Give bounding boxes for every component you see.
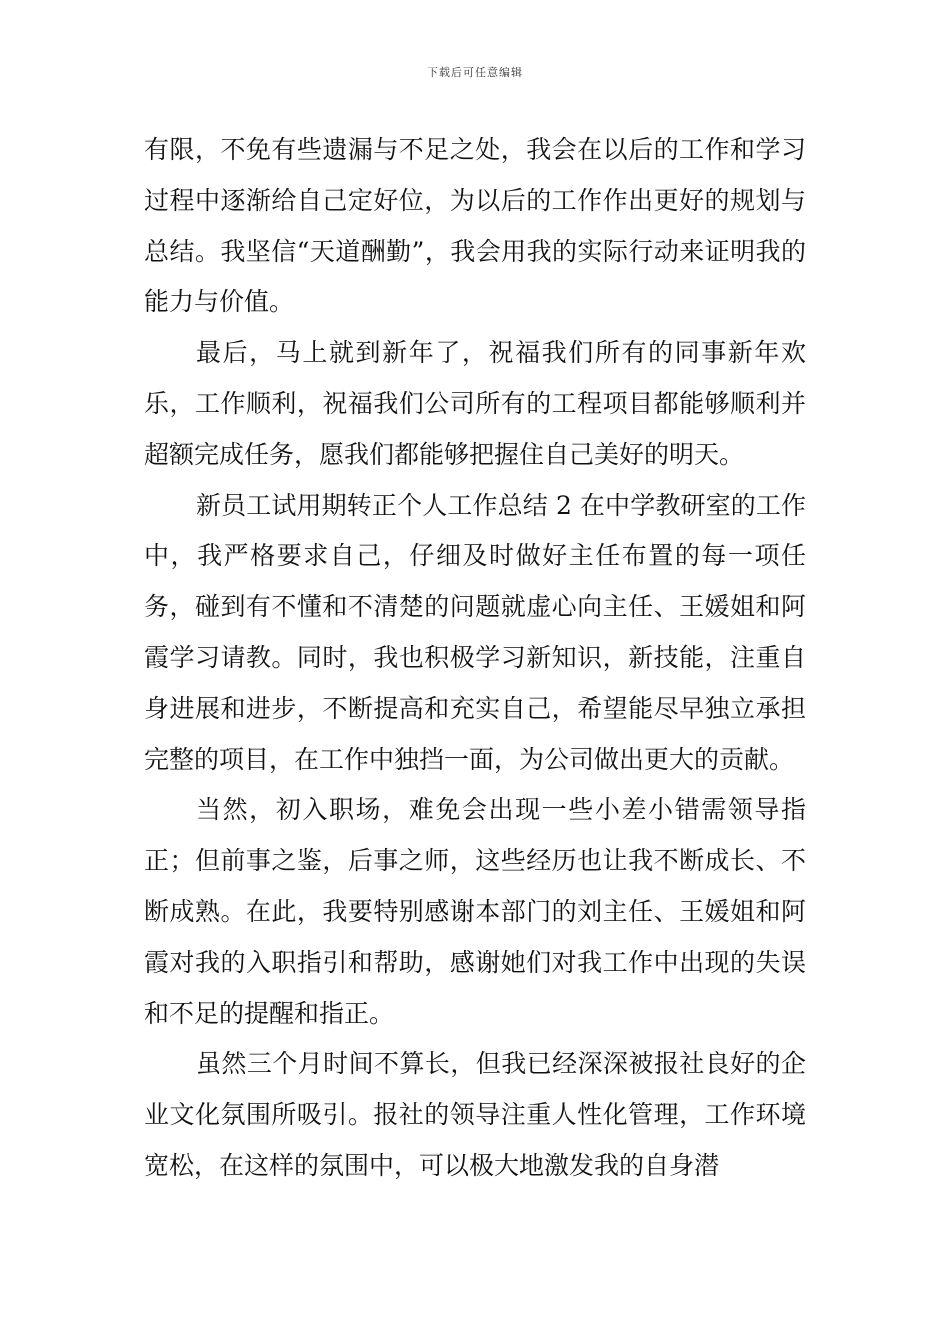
paragraph-new-year-wishes: 最后，马上就到新年了，祝福我们所有的同事新年欢乐，工作顺利，祝福我们公司所有的工程项目都能够顺利并超额完成任务，愿我们都能够把握住自己美好的明天。: [144, 338, 806, 469]
paragraph-continuation: 有限，不免有些遗漏与不足之处，我会在以后的工作和学习过程中逐渐给自己定好位，为以后的工作作出更好的规划与总结。我坚信“天道酬勤”，我会用我的实际行动来证明我的能力与价值。: [144, 135, 806, 317]
header-note: 下载后可任意编辑: [427, 66, 523, 79]
document-body: [144, 125, 806, 1192]
paragraph-thanks: 当然，初入职场，难免会出现一些小差小错需领导指正；但前事之鉴，后事之师，这些经历也让我不断成长、不断成熟。在此，我要特别感谢本部门的刘主任、王媛姐和阿霞对我的入职指引和帮助，感谢她们对我工作中出现的失误和不足的提醒和指正。: [144, 795, 806, 1028]
paragraph-summary-2: 新员工试用期转正个人工作总结 2 在中学教研室的工作中，我严格要求自己，仔细及时做好主任布置的每一项任务，碰到有不懂和不清楚的问题就虚心向主任、王媛姐和阿霞学习请教。同时，我也积极学习新知识，新技能，注重自身进展和进步，不断提高和充实自己，希望能尽早独立承担完整的项目，在工作中独挡一面，为公司做出更大的贡献。: [144, 490, 806, 774]
paragraph-culture: 虽然三个月时间不算长，但我已经深深被报社良好的企业文化氛围所吸引。报社的领导注重人性化管理，工作环境宽松，在这样的氛围中，可以极大地激发我的自身潜: [144, 1049, 806, 1180]
